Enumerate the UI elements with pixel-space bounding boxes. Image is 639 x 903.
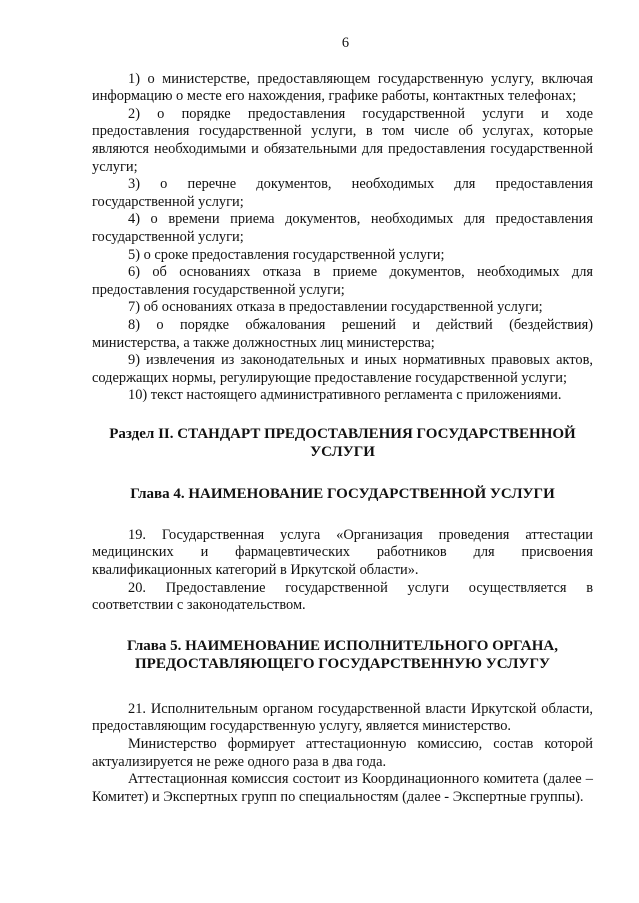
paragraph: 19. Государственная услуга «Организация проведения аттестации медицинских и фармацевтических работников для присвоения квалификационных категорий в Иркутской области». — [92, 526, 593, 579]
info-list — [92, 71, 593, 405]
list-item: 7) об основаниях отказа в предоставлении государственной услуги; — [128, 299, 543, 316]
list-item: 4) о времени приема документов, необходимых для предоставления государственной услуги; — [92, 211, 593, 245]
chapter-4-body — [92, 527, 593, 615]
list-item: 2) о порядке предоставления государственной услуги и ходе предоставления государственной услуги, в том числе об услугах, которые являются необходимыми и обязательными для предоставления государственной услуги; — [92, 105, 593, 175]
list-item: 8) о порядке обжалования решений и действий (бездействия) министерства, а также должностных лиц министерства; — [92, 316, 593, 351]
list-item: 1) о министерстве, предоставляющем государственную услугу, включая информацию о месте его нахождения, графике работы, контактных телефонах; — [92, 70, 593, 105]
list-item: 5) о сроке предоставления государственной услуги; — [128, 246, 445, 263]
paragraph: Аттестационная комиссия состоит из Координационного комитета (далее – Комитет) и Экспертных групп по специальностям (далее - Экспертные группы). — [92, 771, 593, 805]
list-item: 3) о перечне документов, необходимых для предоставления государственной услуги; — [92, 176, 593, 210]
list-item: 10) текст настоящего административного регламента с приложениями. — [128, 387, 562, 404]
chapter-5-heading: Глава 5. НАИМЕНОВАНИЕ ИСПОЛНИТЕЛЬНОГО ОРГАНА, ПРЕДОСТАВЛЯЮЩЕГО ГОСУДАРСТВЕННУЮ УСЛУГУ — [126, 637, 558, 672]
chapter-5-body — [92, 701, 593, 807]
paragraph: 20. Предоставление государственной услуги осуществляется в соответствии с законодательством. — [92, 579, 593, 614]
page-number: 6 — [341, 35, 350, 51]
paragraph: 21. Исполнительным органом государственной власти Иркутской области, предоставляющим государственную услугу, является министерство. — [92, 700, 593, 735]
chapter-4-heading: Глава 4. НАИМЕНОВАНИЕ ГОСУДАРСТВЕННОЙ УСЛУГИ — [130, 485, 555, 502]
paragraph: Министерство формирует аттестационную комиссию, состав которой актуализируется не реже одного раза в два года. — [92, 736, 593, 770]
section-heading: Раздел II. СТАНДАРТ ПРЕДОСТАВЛЕНИЯ ГОСУДАРСТВЕННОЙ УСЛУГИ — [109, 425, 576, 460]
list-item: 9) извлечения из законодательных и иных нормативных правовых актов, содержащих нормы, регулирующие предоставление государственной услуги; — [92, 352, 593, 386]
list-item: 6) об основаниях отказа в приеме документов, необходимых для предоставления государственной услуги; — [92, 264, 593, 298]
